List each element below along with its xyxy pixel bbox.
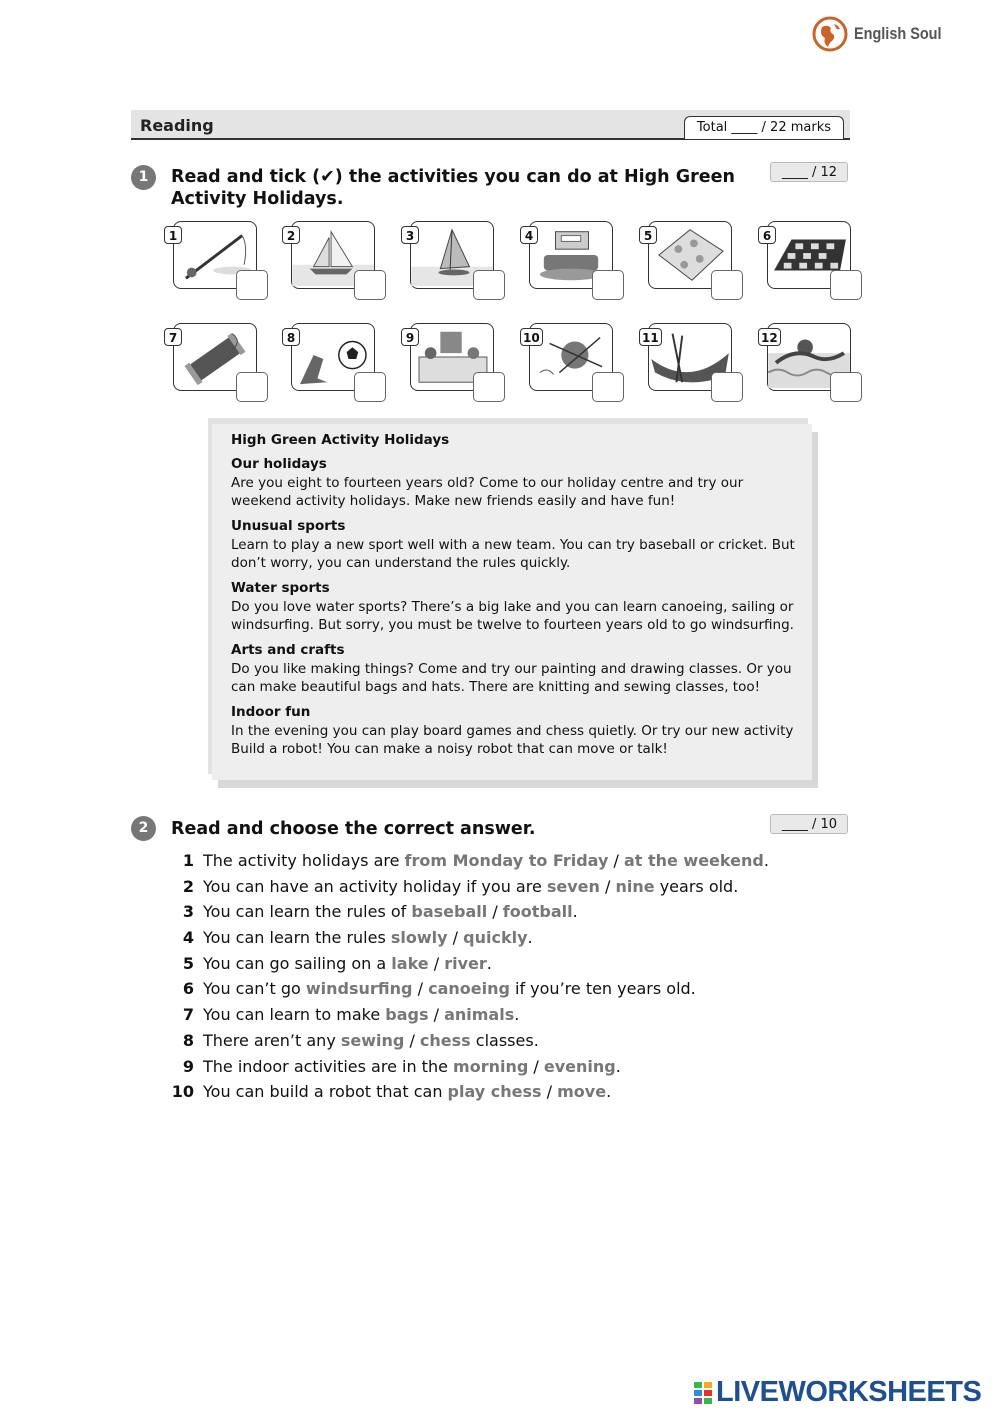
answer-option-a[interactable]: slowly	[390, 928, 448, 948]
brand-name: English Soul	[854, 24, 942, 43]
picture-number: 10	[520, 328, 543, 346]
footer-brand: LIVEWORKSHEETS	[716, 1376, 982, 1408]
question-item	[171, 1030, 811, 1056]
answer-option-a[interactable]: morning	[453, 1056, 529, 1076]
tick-box[interactable]	[473, 372, 505, 402]
answer-option-a[interactable]: windsurfing	[305, 979, 413, 999]
question-item	[171, 850, 811, 876]
question-text-end: .	[527, 928, 533, 948]
question-text: You can learn the rules of	[203, 902, 412, 922]
tick-box[interactable]	[830, 270, 862, 300]
tick-box[interactable]	[592, 372, 624, 402]
option-separator: /	[599, 876, 616, 896]
answer-option-b[interactable]: canoeing	[428, 979, 510, 999]
picture-card	[642, 323, 732, 391]
tick-box[interactable]	[473, 270, 505, 300]
answer-option-a[interactable]: seven	[546, 876, 600, 896]
question-number: 10	[171, 1082, 194, 1102]
brand-logo	[812, 16, 957, 52]
total-marks: Total ____ / 22 marks	[684, 116, 844, 139]
picture-card	[286, 323, 375, 391]
section-heading: Unusual sports	[231, 518, 346, 534]
option-separator: /	[608, 851, 624, 870]
question-item	[171, 1004, 811, 1030]
section-header	[131, 110, 850, 140]
question-text: You can’t go	[203, 979, 306, 999]
question-text-end: .	[572, 902, 578, 922]
text-title: High Green Activity Holidays	[231, 432, 450, 448]
picture-number: 4	[520, 226, 538, 244]
question-text-end: .	[606, 1082, 612, 1102]
tick-box[interactable]	[830, 372, 862, 402]
question-item	[171, 927, 811, 953]
picture-card	[643, 221, 732, 289]
picture-number: 9	[401, 328, 419, 346]
question-number: 9	[182, 1056, 194, 1076]
question-text: The indoor activities are in the	[203, 1056, 454, 1076]
picture-card	[286, 221, 375, 289]
picture-card	[405, 323, 494, 391]
answer-option-b[interactable]: evening	[543, 1056, 616, 1076]
question-text-end: .	[486, 953, 492, 973]
picture-card	[523, 323, 613, 391]
question-item	[171, 1081, 811, 1107]
question-text-end: classes.	[470, 1030, 539, 1050]
section-title: Reading	[140, 116, 214, 135]
section-heading: Indoor fun	[231, 704, 311, 720]
question-text: You can go sailing on a	[203, 953, 392, 973]
exercise-2-number: 2	[131, 816, 156, 841]
picture-number: 7	[164, 328, 182, 346]
tick-box[interactable]	[592, 270, 624, 300]
question-text: You can learn the rules	[203, 928, 391, 948]
option-separator: /	[428, 1005, 445, 1025]
footer-logo	[693, 1376, 981, 1409]
exercise-2-score: ____ / 10	[770, 814, 848, 834]
option-separator: /	[528, 1056, 544, 1076]
answer-option-b[interactable]: move	[557, 1082, 607, 1102]
text-sections	[231, 456, 802, 758]
answer-option-a[interactable]: bags	[385, 1005, 429, 1025]
picture-card	[168, 221, 257, 289]
option-separator: /	[404, 1030, 420, 1050]
question-number: 7	[182, 1005, 194, 1025]
picture-card	[762, 221, 851, 289]
tick-box[interactable]	[354, 270, 386, 300]
tick-box[interactable]	[711, 372, 743, 402]
answer-option-b[interactable]: football	[502, 902, 573, 922]
picture-number: 12	[758, 328, 781, 346]
question-number: 6	[182, 979, 194, 999]
exercise-1-number: 1	[131, 165, 156, 190]
option-separator: /	[428, 953, 445, 973]
answer-option-a[interactable]: play chess	[447, 1082, 542, 1102]
picture-card	[168, 323, 257, 391]
question-item	[171, 978, 811, 1004]
tick-box[interactable]	[354, 372, 386, 402]
tick-box[interactable]	[711, 270, 743, 300]
question-text: You can build a robot that can	[203, 1082, 448, 1102]
section-heading: Our holidays	[231, 456, 327, 472]
question-text-end: .	[615, 1056, 621, 1076]
question-item	[171, 901, 811, 927]
picture-number: 8	[282, 328, 300, 346]
question-list	[171, 850, 811, 1107]
answer-option-a[interactable]: lake	[391, 953, 429, 973]
answer-option-b[interactable]: river	[444, 953, 487, 973]
picture-card	[405, 221, 494, 289]
reading-text	[212, 424, 812, 780]
question-text: You can learn to make	[203, 1005, 386, 1025]
question-item	[171, 1056, 811, 1082]
picture-card	[761, 323, 851, 391]
question-text: There aren’t any	[203, 1030, 341, 1050]
question-number: 3	[182, 902, 194, 922]
answer-option-a[interactable]: baseball	[411, 902, 488, 922]
liveworksheets-icon	[693, 1381, 713, 1405]
answer-option-b[interactable]: animals	[444, 1005, 515, 1025]
section-body: Learn to play a new sport well with a new team. You can try baseball or cricket. But don’t worry, you can understand the rules quickly.	[231, 537, 795, 571]
option-separator: /	[447, 928, 464, 948]
picture-number: 1	[164, 226, 182, 244]
section-body: Do you love water sports? There’s a big lake and you can learn canoeing, sailing or windsurfing. But sorry, you must be twelve to fourteen years old to go windsurfing.	[231, 599, 794, 633]
section-body: Are you eight to fourteen years old? Come to our holiday centre and try our weekend activity holidays. Make new friends easily and have fun!	[231, 475, 744, 509]
question-text-end: .	[763, 851, 769, 870]
question-text: You can have an activity holiday if you are	[203, 876, 547, 896]
question-number: 2	[182, 876, 194, 896]
answer-option-b[interactable]: chess	[419, 1030, 471, 1050]
question-item	[171, 876, 811, 902]
exercise-1-score: ____ / 12	[770, 162, 848, 182]
question-number: 4	[182, 928, 194, 948]
answer-option-b[interactable]: quickly	[463, 928, 528, 948]
picture-number: 6	[758, 226, 776, 244]
tick-box[interactable]	[236, 372, 268, 402]
section-heading: Arts and crafts	[231, 642, 345, 658]
question-text-end: if you’re ten years old.	[509, 979, 696, 999]
question-item	[171, 953, 811, 979]
option-separator: /	[487, 902, 503, 922]
answer-option-b[interactable]: nine	[615, 876, 655, 896]
option-separator: /	[412, 979, 429, 999]
question-number: 5	[182, 953, 194, 973]
section-body: In the evening you can play board games and chess quietly. Or try our new activity Build a robot! You can make a noisy robot that can move or talk!	[231, 723, 794, 757]
question-number: 8	[182, 1030, 194, 1050]
exercise-2-title: Read and choose the correct answer.	[171, 819, 536, 839]
question-text: The activity holidays are	[203, 851, 405, 870]
question-text-end: .	[514, 1005, 520, 1025]
section-body: Do you like making things? Come and try our painting and drawing classes. Or you can make beautiful bags and hats. There are knitting and sewing classes, too!	[231, 661, 792, 695]
question-text-end: years old.	[654, 876, 739, 896]
answer-option-b[interactable]: at the weekend	[623, 851, 764, 870]
globe-icon	[812, 16, 848, 52]
exercise-1-title: Read and tick (✔) the activities you can do at High Green Activity Holidays.	[171, 167, 735, 209]
picture-number: 2	[282, 226, 300, 244]
picture-number: 5	[639, 226, 657, 244]
section-heading: Water sports	[231, 580, 330, 596]
picture-number: 11	[639, 328, 662, 346]
picture-number: 3	[401, 226, 419, 244]
picture-card	[524, 221, 613, 289]
question-number: 1	[182, 851, 194, 870]
answer-option-a[interactable]: sewing	[340, 1030, 405, 1050]
option-separator: /	[541, 1082, 558, 1102]
answer-option-a[interactable]: from Monday to Friday	[404, 851, 609, 870]
tick-box[interactable]	[236, 270, 268, 300]
